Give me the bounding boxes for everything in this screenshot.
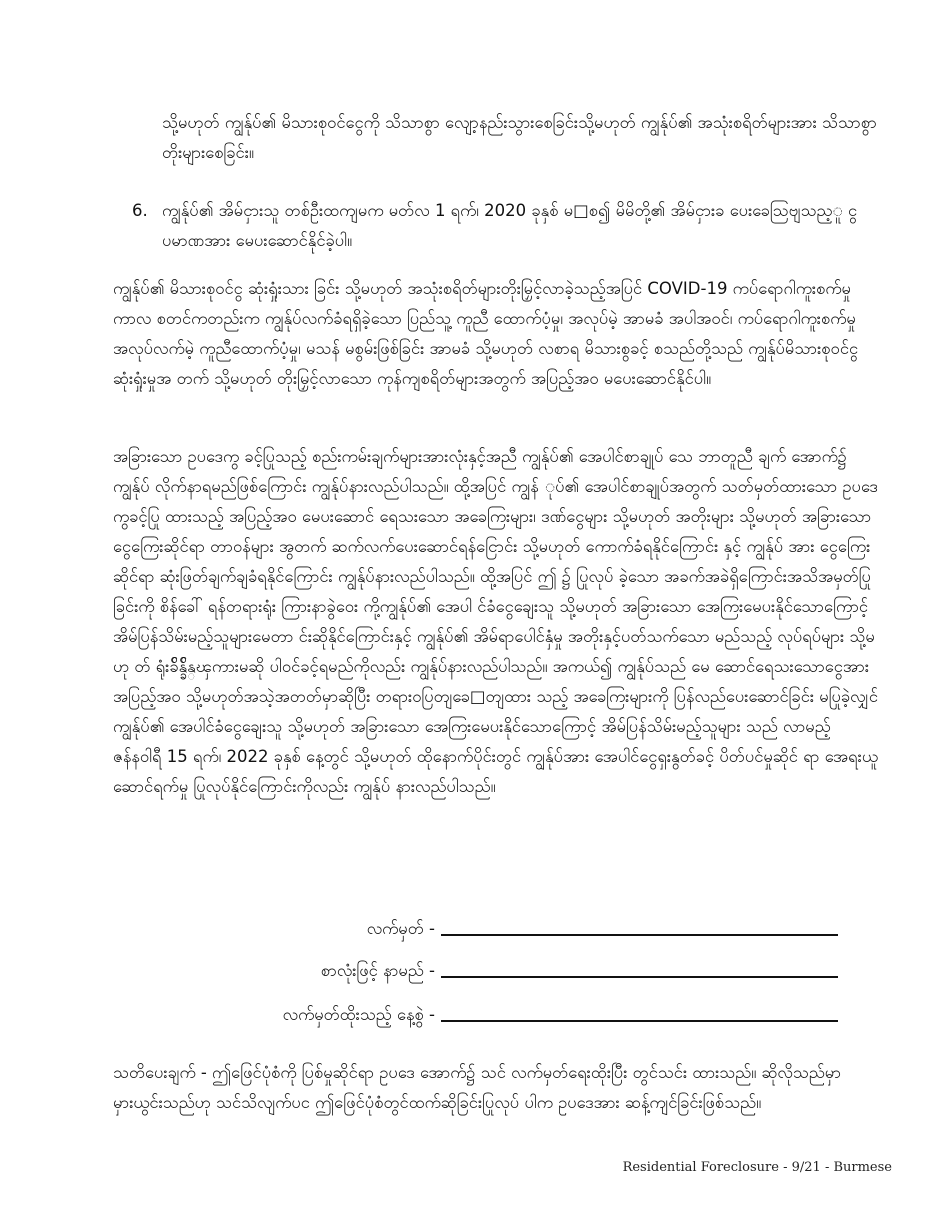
printed-name-line[interactable]: [441, 976, 838, 978]
list-item-text: ကျွန်ုပ်၏ အိမ်ငှားသူ တစ်ဦးထကျမက မတ်လ 1 ရက်၊ 2020 ခုနှစ် မ□စ၍ မိမိတို့၏ အိမ်ငှားခ ပေးခေသြဗျသည့ူ ငွပမာဏအား မေပးဆောင်နိုင်ခဲ့ပါ။: [162, 201, 858, 250]
paragraph-income-loss: ကျွန်ုပ်၏ မိသားစုဝင်ငွ ဆုံးရှုံးသား ခြင်း သို့မဟုတ် အသုံးစရိတ်များတိုးမြှင့်လာခဲ့သည့်အပြင် COVID-19 ကပ်ရောဂါကူးစက်မှုကာလ စတင်ကတည်းက ကျွန်ုပ်လက်ခံရရှိခဲ့သော ပြည်သူ့ ကူညီ ထောက်ပံ့မှု၊ အလုပ်မဲ့ အာမခံ အပါအဝင်၊ ကပ်ရောဂါကူးစက်မှု အလုပ်လက်မဲ့ ကူညီထောက်ပံ့မှု၊ မသန် မစွမ်းဖြစ်ခြင်း အာမခံ သို့မဟုတ် လစာရ မိသားစွခင့် စသည်တို့သည် ကျွန်ုပ်မိသားစုဝင်ငွ ဆုံးရှုံးမှုအ တက် သို့မဟုတ် တိုးမြှင့်လာသော ကုန်ကျစရိတ်များအတွက် အပြည့်အဝ မပေးဆောင်နိုင်ပါ။: [113, 279, 859, 388]
signature-label: လက်မှတ် -: [366, 919, 435, 938]
list-number: 6.: [132, 201, 148, 220]
page-footer: Residential Foreclosure - 9/21 - Burmese: [622, 1160, 892, 1175]
date-signed-label: လက်မှတ်ထိုးသည့် နေ့စွဲ -: [282, 1005, 435, 1024]
signature-row: [113, 916, 838, 942]
perjury-notice: သတိပေးချက် - ဤဖြေင်ပုံစံကို ပြစ်မှုဆိုင်ရာ ဥပဒေ အောက်၌ သင် လက်မှတ်ရေးထိုးပြီး တွင်သင်း ထားသည်။ ဆိုလိုသည်မှာ မှားယွင်းသည်ဟု သင်သိလျက်ပင ဤဖြေင်ပုံစံတွင်ထက်ဆိုခြင်းပြုလုပ် ပါက ဥပဒေအား ဆန့်ကျင်ခြင်းဖြစ်သည်။: [113, 1063, 841, 1112]
printed-name-row: [113, 958, 838, 984]
date-signed-line[interactable]: [441, 1020, 838, 1022]
signature-line[interactable]: [441, 934, 838, 936]
date-signed-row: [113, 1002, 838, 1028]
printed-name-label: စာလုံးဖြင့် နာမည် -: [320, 961, 435, 980]
paragraph-obligations: အခြားသော ဥပဒေကွ ခင့်ပြုသည့် စည်းကမ်းချက်များအားလုံးနှင့်အညီ ကျွန်ုပ်၏ အေပါင်စာချုပ် သေ ဘာတူညီ ချက် အောက်၌ ကျွန်ုပ် လိုက်နာရမည်ဖြစ်ကြောင်း ကျွန်ုပ်နားလည်ပါသည်။ ထို့အပြင် ကျွန် ုပ်၏ အေပါင်စာချုပ်အတွက် သတ်မှတ်ထားသော ဥပဒေကွခင့်ပြု ထားသည့် အပြည့်အဝ မေပးဆောင် ရေသးသော အခေကြးများ၊ ဒဏ်ငွေများ သို့မဟုတ် အတိုးများ သို့မဟုတ် အခြားသော ငွေကြေးဆိုင်ရာ တာဝန်များ အွတက် ဆက်လက်ပေးဆောင်ရန်ငြောင်း သို့မဟုတ် ကောက်ခံရနိုင်ကြောင်း နှင့် ကျွန်ုပ် အား ငွေကြေးဆိုင်ရာ ဆုံးဖြတ်ချက်ချခံရနိုင်ကြောင်း ကျွန်ုပ်နားလည်ပါသည်။ ထို့အပြင် ဤ ၌ ပြုလုပ် ခဲ့သော အခက်အခဲရှိကြောင်းအသိအမှတ်ပြုခြင်းကို စိန်ခေါ် ရန်တရားရုံး ကြားနာခွဲဝေး ကို့ကျွန်ုပ်၏ အေပါ င်ခံငွေချေးသူ သို့မဟုတ် အခြားသော အေကြးမေပးနိုင်သောကြောင့် အိမ်ပြန်သိမ်းမည့်သူများမေတာ င်းဆိုနိုင်ကြောင်းနှင့် ကျွန်ုပ်၏ အိမ်ရာပေါင်နှံမှု အတိုးနှင့်ပတ်သက်သော မည်သည့် လုပ်ရပ်များ သို့မဟု တ် ရုံးခ်ိန္ခ်ိန္ၾကားမဆို ပါဝင်ခင့်ရမည်ကိုလည်း ကျွန်ုပ်နားလည်ပါသည်။ အကယ်၍ ကျွန်ုပ်သည် မေ ဆောင်ရေသးသောငွေအား အပြည့်အဝ သို့မဟုတ်အသဲ့အတတ်မှာဆိုပြီး တရားဝပြတျခေ□တျထား သည့် အခေကြးများကို ပြန်လည်ပေးဆောင်ခြင်း မပြုခဲ့လျှင် ကျွန်ုပ်၏ အေပါင်ခံငွေချေးသူ သို့မဟုတ် အခြားသော အေကြးမေပးနိုင်သောကြောင့် အိမ်ပြန်သိမ်းမည့်သူများ သည် လာမည့် ဇန်နဝါရီ 15 ရက်၊ 2022 ခုနှစ် နေ့တွင် သို့မဟုတ် ထိုနောက်ပိုင်းတွင် ကျွန်ုပ်အား အေပါင်ငွေရှးနွတ်ခင့် ပိတ်ပင်မှုဆိုင် ရာ အေရးယူ ဆောင်ရက်မှု ပြုလုပ်နိုင်ကြောင်းကိုလည်း ကျွန်ုပ် နားလည်ပါသည်။: [113, 447, 879, 796]
intro-continuation: သို့မဟုတ် ကျွန်ုပ်၏ မိသားစုဝင်ငွေကို သိသာစွာ လျော့နည်းသွားစေခြင်းသို့မဟုတ် ကျွန်ုပ်၏ အသုံးစရိတ်များအား သိသာစွာ တိုးများစေခြင်း။: [162, 113, 877, 162]
list-item-6: [132, 196, 872, 256]
